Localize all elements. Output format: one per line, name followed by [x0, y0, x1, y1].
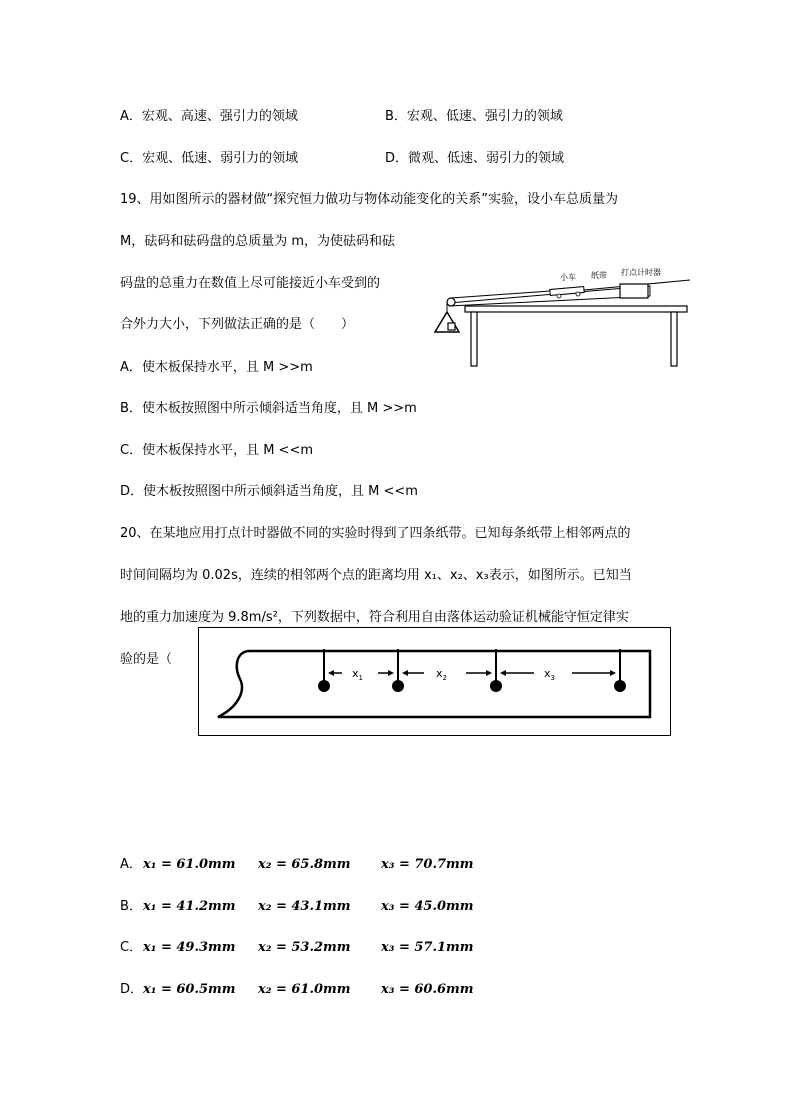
q20-option-a-letter: A．	[120, 857, 142, 872]
q20-stem-line-1: 20、在某地应用打点计时器做不同的实验时得到了四条纸带。已知每条纸带上相邻两点的	[120, 526, 631, 541]
q20-stem-line-3: 地的重力加速度为 9.8m/s²，下列数据中，符合利用自由落体运动验证机械能守恒定律实	[120, 610, 629, 625]
q18-option-b: B．宏观、低速、强引力的领域	[385, 109, 563, 124]
q20-option-d-letter: D．	[120, 982, 144, 997]
table-leg-left	[471, 312, 477, 366]
q19-option-d: D．使木板按照图中所示倾斜适当角度，且 M <<m	[120, 484, 418, 499]
label-x1: $x_1$	[352, 667, 363, 682]
dot-4	[614, 680, 626, 692]
pulley	[447, 298, 455, 306]
q20-option-b-letter: B．	[120, 899, 142, 914]
ticker-timer	[620, 284, 648, 298]
dot-2	[392, 680, 404, 692]
table-top	[465, 306, 687, 312]
weight-block	[448, 323, 455, 330]
q20-option-d-x3: x₃ = 60.6mm	[381, 982, 474, 997]
label-tape: 纸带	[591, 271, 607, 280]
dot-3	[490, 680, 502, 692]
q20-option-a-x2: x₂ = 65.8mm	[258, 857, 351, 872]
q20-option-c-x1: x₁ = 49.3mm	[143, 940, 236, 955]
q19-option-b: B．使木板按照图中所示倾斜适当角度，且 M >>m	[120, 401, 417, 416]
q20-option-c-letter: C．	[120, 940, 143, 955]
q18-option-a: A．宏观、高速、强引力的领域	[120, 109, 298, 124]
cart-wheel-1	[557, 294, 561, 298]
q20-option-d-x2: x₂ = 61.0mm	[258, 982, 351, 997]
cart-wheel-2	[576, 292, 580, 296]
q20-option-c-x3: x₃ = 57.1mm	[381, 940, 474, 955]
q18-option-d: D．微观、低速、弱引力的领域	[385, 151, 565, 166]
label-cart: 小车	[560, 273, 576, 282]
dot-1	[318, 680, 330, 692]
q19-apparatus-figure	[425, 266, 695, 376]
q18-option-c: C．宏观、低速、弱引力的领域	[120, 151, 299, 166]
label-x3: $x_3$	[544, 667, 555, 682]
q20-option-d-x1: x₁ = 60.5mm	[143, 982, 236, 997]
q20-option-b-x1: x₁ = 41.2mm	[143, 899, 236, 914]
table-leg-right	[671, 312, 677, 366]
q20-stem-line-2: 时间间隔均为 0.02s，连续的相邻两个点的距离均用 x₁、x₂、x₃表示，如图所示。已知当	[120, 568, 632, 583]
q20-option-c-x2: x₂ = 53.2mm	[258, 940, 351, 955]
q19-stem-line-1: 19、用如图所示的器材做“探究恒力做功与物体动能变化的关系”实验，设小车总质量为	[120, 192, 619, 207]
q20-option-a-x1: x₁ = 61.0mm	[143, 857, 236, 872]
q20-option-a-x3: x₃ = 70.7mm	[381, 857, 474, 872]
q20-tape-figure	[198, 627, 672, 737]
q19-stem-line-3: 码盘的总重力在数值上尽可能接近小车受到的	[120, 276, 381, 291]
q19-option-a: A．使木板保持水平，且 M >>m	[120, 360, 313, 375]
q19-stem-line-2: M，砝码和砝码盘的总质量为 m，为使砝码和砝	[120, 234, 396, 249]
q19-option-c: C．使木板保持水平，且 M <<m	[120, 443, 314, 458]
q20-option-b-x2: x₂ = 43.1mm	[258, 899, 351, 914]
label-x2: $x_2$	[436, 667, 447, 682]
q20-stem-line-4: 验的是（	[120, 652, 173, 667]
label-timer: 打点计时器	[621, 268, 661, 277]
q19-stem-line-4: 合外力大小，下列做法正确的是（ ）	[120, 317, 355, 332]
q20-option-b-x3: x₃ = 45.0mm	[381, 899, 474, 914]
figure-frame	[199, 628, 671, 736]
